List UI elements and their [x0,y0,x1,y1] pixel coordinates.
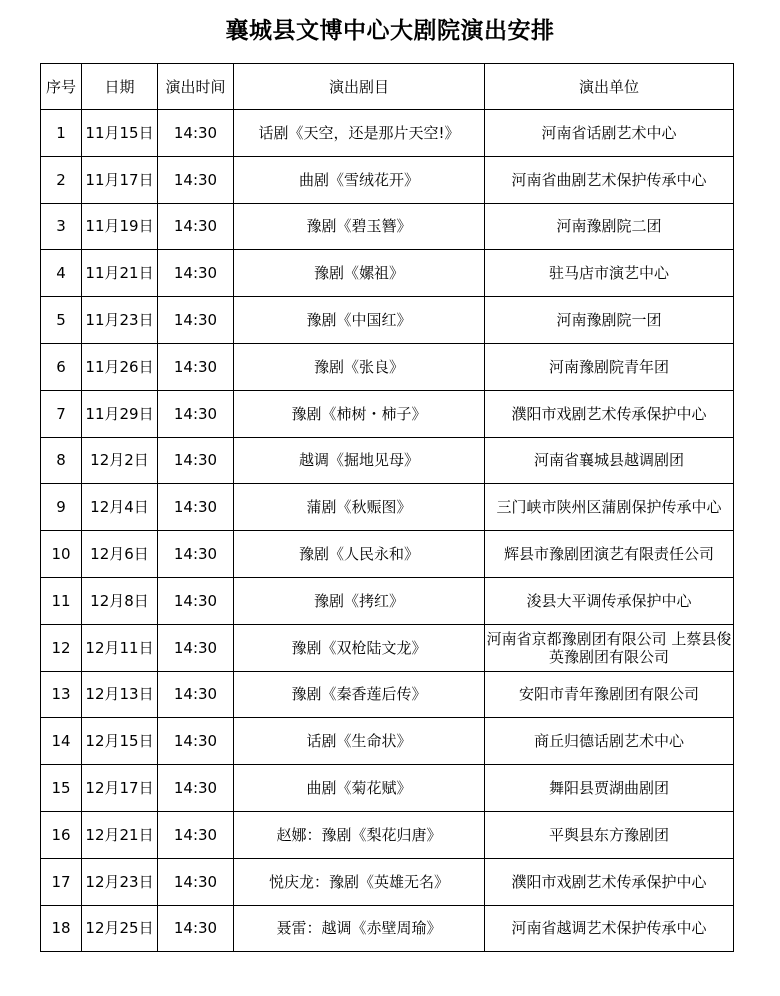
cell-show: 越调《掘地见母》 [234,437,485,484]
cell-time: 14:30 [158,624,234,671]
cell-no: 12 [41,624,82,671]
table-row [41,343,734,390]
cell-show: 豫剧《碧玉簪》 [234,203,485,250]
table-row [41,718,734,765]
table-row [41,577,734,624]
cell-org: 舞阳县贾湖曲剧团 [485,765,734,812]
cell-no: 6 [41,343,82,390]
cell-date: 11月21日 [82,250,158,297]
table-row [41,671,734,718]
cell-date: 12月11日 [82,624,158,671]
table-row [41,250,734,297]
cell-show: 豫剧《嫘祖》 [234,250,485,297]
cell-time: 14:30 [158,905,234,952]
cell-date: 12月2日 [82,437,158,484]
cell-org: 河南豫剧院一团 [485,297,734,344]
cell-time: 14:30 [158,250,234,297]
cell-show: 豫剧《拷红》 [234,577,485,624]
cell-no: 9 [41,484,82,531]
table-row [41,765,734,812]
cell-time: 14:30 [158,577,234,624]
cell-no: 5 [41,297,82,344]
schedule-table [40,63,734,952]
table-row [41,110,734,157]
cell-date: 11月26日 [82,343,158,390]
cell-no: 14 [41,718,82,765]
cell-show: 曲剧《雪绒花开》 [234,156,485,203]
table-row [41,624,734,671]
cell-no: 13 [41,671,82,718]
table-row [41,484,734,531]
cell-time: 14:30 [158,811,234,858]
cell-no: 3 [41,203,82,250]
table-row [41,531,734,578]
header-time: 演出时间 [158,64,234,110]
table-row [41,858,734,905]
cell-date: 12月15日 [82,718,158,765]
cell-no: 18 [41,905,82,952]
cell-time: 14:30 [158,390,234,437]
header-no: 序号 [41,64,82,110]
table-row [41,811,734,858]
cell-org: 河南省曲剧艺术保护传承中心 [485,156,734,203]
cell-date: 11月15日 [82,110,158,157]
cell-no: 16 [41,811,82,858]
cell-org: 河南省京都豫剧团有限公司 上蔡县俊英豫剧团有限公司 [485,624,734,671]
cell-org: 驻马店市演艺中心 [485,250,734,297]
table-row [41,437,734,484]
cell-org: 安阳市青年豫剧团有限公司 [485,671,734,718]
cell-show: 话剧《生命状》 [234,718,485,765]
cell-date: 12月8日 [82,577,158,624]
cell-org: 商丘归德话剧艺术中心 [485,718,734,765]
cell-no: 1 [41,110,82,157]
cell-time: 14:30 [158,671,234,718]
cell-org: 浚县大平调传承保护中心 [485,577,734,624]
cell-date: 12月21日 [82,811,158,858]
cell-show: 聂雷：越调《赤壁周瑜》 [234,905,485,952]
cell-no: 4 [41,250,82,297]
cell-org: 河南豫剧院青年团 [485,343,734,390]
cell-show: 悦庆龙：豫剧《英雄无名》 [234,858,485,905]
cell-time: 14:30 [158,297,234,344]
cell-no: 2 [41,156,82,203]
table-row [41,905,734,952]
header-org: 演出单位 [485,64,734,110]
cell-time: 14:30 [158,531,234,578]
cell-time: 14:30 [158,718,234,765]
cell-date: 12月23日 [82,858,158,905]
cell-show: 曲剧《菊花赋》 [234,765,485,812]
cell-time: 14:30 [158,110,234,157]
cell-org: 濮阳市戏剧艺术传承保护中心 [485,390,734,437]
page-title: 襄城县文博中心大剧院演出安排 [225,17,555,44]
table-body [41,110,734,952]
table-row [41,203,734,250]
table-row [41,156,734,203]
cell-org: 三门峡市陕州区蒲剧保护传承中心 [485,484,734,531]
cell-date: 12月25日 [82,905,158,952]
cell-date: 12月13日 [82,671,158,718]
cell-time: 14:30 [158,156,234,203]
cell-org: 平舆县东方豫剧团 [485,811,734,858]
cell-date: 11月23日 [82,297,158,344]
cell-show: 豫剧《柿树・柿子》 [234,390,485,437]
cell-time: 14:30 [158,765,234,812]
cell-show: 豫剧《张良》 [234,343,485,390]
cell-show: 话剧《天空，还是那片天空!》 [234,110,485,157]
cell-date: 11月19日 [82,203,158,250]
header-row [41,64,734,110]
header-show: 演出剧目 [234,64,485,110]
cell-show: 豫剧《双枪陆文龙》 [234,624,485,671]
cell-show: 豫剧《人民永和》 [234,531,485,578]
cell-org: 河南豫剧院二团 [485,203,734,250]
cell-no: 7 [41,390,82,437]
cell-show: 蒲剧《秋赈图》 [234,484,485,531]
cell-no: 11 [41,577,82,624]
cell-org: 河南省话剧艺术中心 [485,110,734,157]
cell-time: 14:30 [158,858,234,905]
cell-org: 辉县市豫剧团演艺有限责任公司 [485,531,734,578]
cell-show: 豫剧《秦香莲后传》 [234,671,485,718]
cell-show: 赵娜：豫剧《梨花归唐》 [234,811,485,858]
cell-no: 10 [41,531,82,578]
cell-no: 8 [41,437,82,484]
cell-org: 河南省襄城县越调剧团 [485,437,734,484]
header-date: 日期 [82,64,158,110]
cell-time: 14:30 [158,437,234,484]
cell-date: 12月4日 [82,484,158,531]
cell-time: 14:30 [158,484,234,531]
cell-date: 12月17日 [82,765,158,812]
table-row [41,297,734,344]
cell-date: 12月6日 [82,531,158,578]
cell-date: 11月29日 [82,390,158,437]
cell-show: 豫剧《中国红》 [234,297,485,344]
cell-org: 濮阳市戏剧艺术传承保护中心 [485,858,734,905]
cell-time: 14:30 [158,343,234,390]
cell-time: 14:30 [158,203,234,250]
cell-no: 15 [41,765,82,812]
table-row [41,390,734,437]
cell-no: 17 [41,858,82,905]
cell-date: 11月17日 [82,156,158,203]
cell-org: 河南省越调艺术保护传承中心 [485,905,734,952]
